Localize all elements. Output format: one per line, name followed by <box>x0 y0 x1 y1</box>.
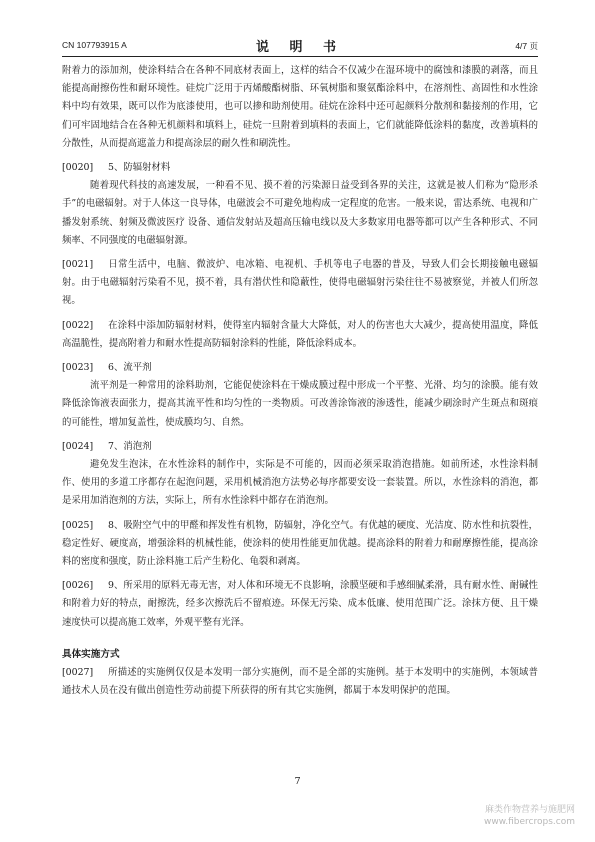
paragraph-0024 <box>62 438 538 456</box>
paragraph <box>62 377 538 432</box>
paragraph-0021 <box>62 256 538 311</box>
paragraph-text: 在涂料中添加防辐射材料，使得室内辐射含量大大降低，对人的伤害也大大减少，提高使用温度，降低高温脆性，提高附着力和耐水性提高防辐射涂料的性能，降低涂料成本。 <box>62 319 538 349</box>
paragraph <box>62 177 538 250</box>
paragraph-number: [0026] <box>62 580 94 592</box>
paragraph-0020 <box>62 159 538 177</box>
paragraph-text: 8、吸附空气中的甲醛和挥发性有机物，防辐射，净化空气。有优越的硬度、光洁度、防水性和抗裂性，稳定性好、硬度高，增强涂料的机械性能，使涂料的使用性能更加优越。提高涂料的附着力和耐摩擦性能，提高涂料的密度和强度，防止涂料施工后产生粉化、龟裂和剥离。 <box>62 519 538 568</box>
paragraph <box>62 456 538 511</box>
paragraph-text: 7、消泡剂 <box>108 440 152 452</box>
paragraph-0022 <box>62 317 538 353</box>
patent-number: CN 107793915 A <box>62 40 127 50</box>
document-body <box>62 62 538 701</box>
page-info: 4/7 页 <box>515 41 538 51</box>
paragraph-text: 5、防辐射材料 <box>108 162 171 174</box>
paragraph-0025 <box>62 517 538 572</box>
paragraph-number: [0024] <box>62 440 94 452</box>
paragraph-text: 9、所采用的原料无毒无害，对人体和环境无不良影响，涂膜坚硬和手感细腻柔滑，具有耐水性、耐碱性和附着力好的特点，耐擦洗，经多次擦洗后不留痕迹。环保无污染、成本低廉、使用范围广泛。涂抹方便、且干燥速度快可以提高施工效率，外观平整有光泽。 <box>62 580 538 628</box>
paragraph-text: 避免发生泡沫，在水性涂料的制作中，实际是不可能的，因而必须采取消泡措施。如前所述，水性涂料制作、使用的多道工序都存在起泡问题，采用机械消泡方法势必每序都要安设一套装置。所以，水性涂料的消泡，都是采用加消泡剂的方法，实际上，所有水性涂料中都存在消泡剂。 <box>62 459 538 507</box>
paragraph-number: [0022] <box>62 319 94 331</box>
paragraph-text: 附着力的添加剂，使涂料结合在各种不同底材表面上，这样的结合不仅减少在湿环境中的腐蚀和漆膜的剥落，而且能提高耐擦伤性和耐环境性。硅烷广泛用于丙烯酸酯树脂、环氧树脂和聚氨酯涂料中，在溶剂性、高固性和水性涂料中均有效果，既可以作为底漆使用，也可以掺和助剂使用。硅烷在涂料中还可起颜料分散剂和黏接剂的作用，它们可牢固地结合在各种无机颜料和填料上，硅烷一旦附着到填料的表面上，它们就能降低涂料的黏度，改善填料的分散性，从而提高遮盖力和提高涂层的耐久性和刷洗性。 <box>62 65 538 149</box>
paragraph-0026 <box>62 577 538 632</box>
paragraph-0023 <box>62 359 538 377</box>
paragraph-text: 6、流平剂 <box>108 362 152 374</box>
paragraph-text: 随着现代科技的高速发展，一种看不见、摸不着的污染源日益受到各界的关注，这就是被人们称为“隐形杀手”的电磁辐射。对于人体这一良导体，电磁波会不可避免地构成一定程度的危害。一般来说，雷达系统、电视和广播发射系统、射频及微波医疗 设备、通信发射站及超高压输电线以及大多数家用电器等都可以产生各种形式、不同频率、不同强度的电磁辐射源。 <box>62 180 538 246</box>
paragraph-0027 <box>62 664 538 700</box>
page-number: 7 <box>294 776 301 787</box>
paragraph-text: 所描述的实施例仅仅是本发明一部分实施例，而不是全部的实施例。基于本发明中的实施例，本领域普通技术人员在没有做出创造性劳动前提下所获得的所有其它实施例，都属于本发明保护的范围。 <box>62 667 538 697</box>
page-header <box>62 36 538 58</box>
watermark <box>484 804 575 828</box>
paragraph-number: [0023] <box>62 362 94 374</box>
paragraph-number: [0021] <box>62 259 94 271</box>
document-title: 说 明 书 <box>255 40 345 55</box>
paragraph-number: [0020] <box>62 162 94 174</box>
paragraph-text: 日常生活中，电脑、微波炉、电冰箱、电视机、手机等电子电器的普及，导致人们会长期接触电磁辐射。由于电磁辐射污染看不见，摸不着，具有潜伏性和隐蔽性，使得电磁辐射污染往往不易被察觉，并被人们所忽视。 <box>62 259 538 307</box>
paragraph-continuation <box>62 62 538 153</box>
paragraph-number: [0025] <box>62 519 94 531</box>
header-divider <box>62 56 538 57</box>
paragraph-number: [0027] <box>62 667 94 679</box>
watermark-site-name: 麻类作物营养与施肥网 <box>484 805 575 815</box>
paragraph-text: 流平剂是一种常用的涂料助剂，它能促使涂料在干燥成膜过程中形成一个平整、光滑、均匀的涂膜。能有效降低涂饰液表面张力，提高其流平性和均匀性的一类物质。可改善涂饰液的渗透性，能减少刷涂时产生斑点和斑痕的可能性，增加复盖性，使成膜均匀、自然。 <box>62 380 538 428</box>
watermark-url: www.fibercrops.com <box>484 817 575 827</box>
section-heading: 具体实施方式 <box>62 648 120 660</box>
